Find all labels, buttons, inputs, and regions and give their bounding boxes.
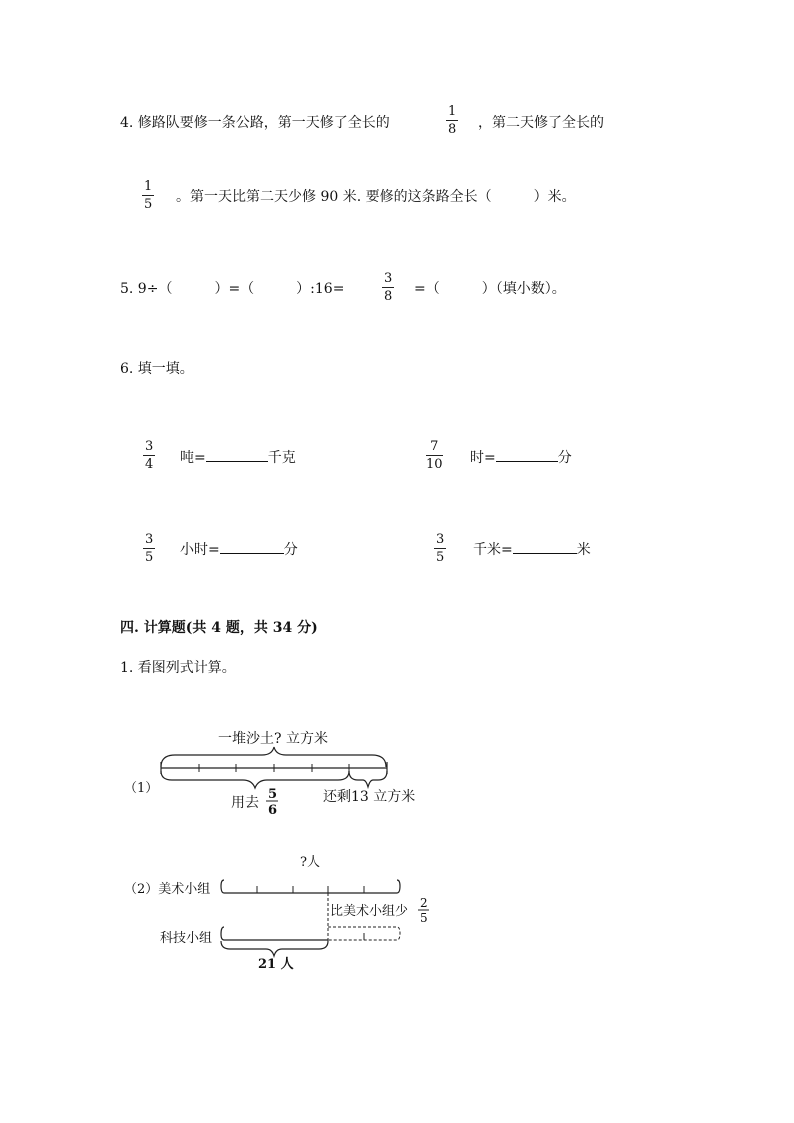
unit-right: 分	[283, 542, 298, 558]
unit-right: 分	[557, 450, 572, 466]
fraction-denominator: 5	[144, 197, 153, 212]
fraction-numerator: 3	[436, 532, 445, 547]
unit-left: 吨=	[180, 450, 206, 466]
unit-left: 千米=	[473, 542, 513, 558]
diagram1-top-text: 一堆沙土? 立方米	[218, 731, 328, 747]
remain-text: 还剩13 立方米	[323, 789, 416, 805]
fraction-numerator: 1	[144, 179, 153, 194]
used-fraction-denominator: 6	[268, 803, 278, 818]
fraction-denominator: 5	[145, 550, 154, 565]
unit-left: 小时=	[180, 542, 220, 558]
section-title: 四. 计算题(共 4 题，共 34 分)	[120, 620, 318, 636]
unit-left: 时=	[470, 450, 496, 466]
fraction-numerator: 1	[448, 104, 457, 119]
fraction-numerator: 7	[426, 440, 443, 456]
unit-right: 米	[576, 542, 591, 558]
fraction-denominator: 4	[145, 457, 154, 472]
diagram2-label: （2）美术小组	[124, 882, 211, 897]
used-text: 用去	[231, 795, 259, 811]
fraction-denominator: 8	[448, 122, 457, 137]
diagram1-label: （1）	[124, 781, 159, 796]
less-text: 比美术小组少	[330, 904, 409, 919]
fraction-denominator: 10	[426, 457, 443, 472]
fraction-denominator: 8	[384, 289, 393, 304]
tech-brace	[221, 941, 328, 956]
tech-group-bar	[221, 927, 328, 940]
q4-line2-text: 。第一天比第二天少修 90 米. 要修的这条路全长（ ）米。	[176, 189, 576, 205]
art-group-bar	[221, 880, 400, 893]
question-title: 1. 看图列式计算。	[120, 660, 236, 676]
q5-prefix: 5. 9÷（ ）=（ ）:16=	[120, 281, 345, 297]
q4-line1-suffix: ，第二天修了全长的	[478, 115, 604, 131]
fraction-numerator: 3	[145, 532, 154, 547]
total-text: ?人	[300, 855, 320, 870]
tech-label: 科技小组	[160, 931, 213, 946]
used-fraction-numerator: 5	[268, 787, 278, 802]
fraction-numerator: 3	[145, 439, 154, 454]
fraction-denominator: 5	[436, 550, 445, 565]
less-fraction-numerator: 2	[420, 896, 428, 910]
unit-right: 千克	[267, 450, 296, 466]
q6-title: 6. 填一填。	[120, 361, 194, 377]
tech-count: 21 人	[258, 957, 294, 972]
q4-line1-prefix: 4. 修路队要修一条公路，第一天修了全长的	[120, 115, 390, 131]
less-fraction-denominator: 5	[420, 911, 428, 925]
q5-suffix: =（ ）（填小数）。	[414, 281, 566, 297]
fraction-numerator: 3	[384, 271, 393, 286]
